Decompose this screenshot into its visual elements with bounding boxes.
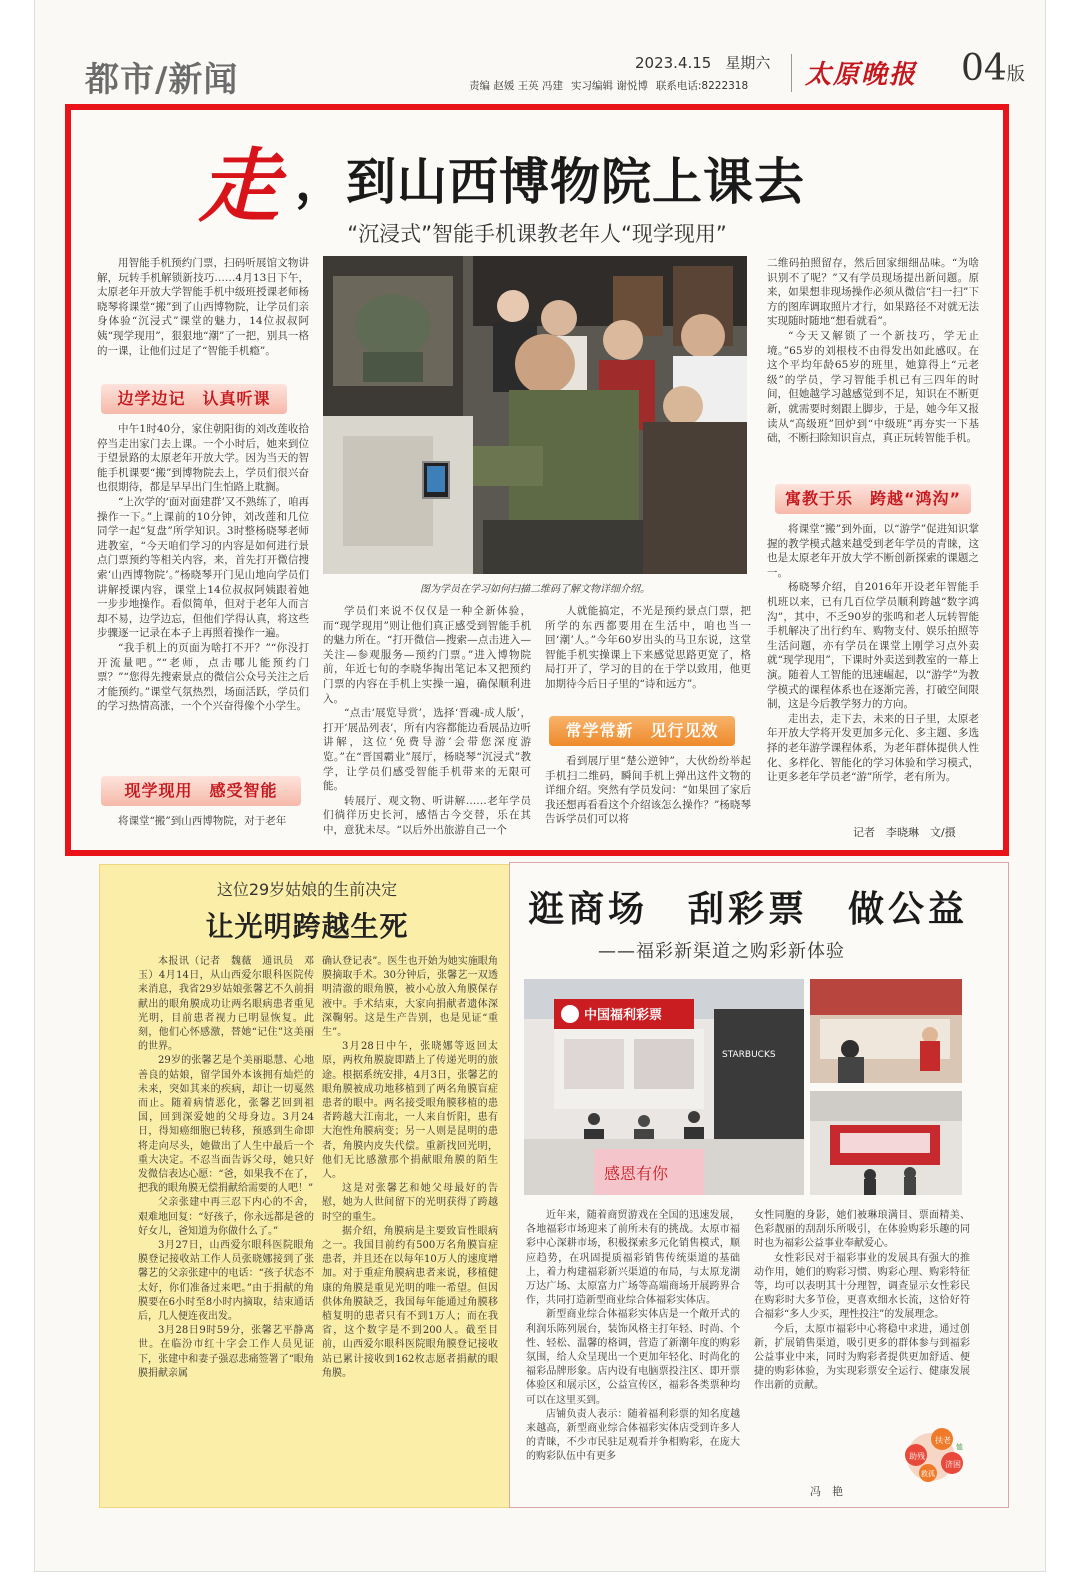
- page-number-value: 04: [961, 48, 1007, 89]
- paragraph: 新型商业综合体福彩实体店是一个敞开式的利润乐陈列展台，装饰风格主打年轻、时尚、个性、轻松、温馨的格调，营造了新潮年度的购彩氛围，给人众呈现出一个更加年轻化、时尚化的福彩品牌形象。店内设有电脑票投注区、即开票体验区和展示区，公益宣传区，福彩各类票种均可以在这里买到。: [526, 1309, 740, 1406]
- museum-photo-illustration: [323, 256, 747, 574]
- main-photo-museum: [323, 256, 747, 574]
- lottery-subtitle: ——福彩新渠道之购彩新体验: [598, 941, 845, 962]
- counter-photo-illustration: [810, 979, 962, 1083]
- cornea-col2: [322, 955, 498, 1495]
- cornea-kicker: 这位29岁姑娘的生前决定: [216, 880, 398, 899]
- paragraph: 3月28日9时59分，张馨艺平静离世。在临汾市红十字会工作人员见证下，张建中和妻子强忍悲痛签署了“眼角膜捐献亲属: [138, 1325, 314, 1379]
- subheadline: “沉浸式”智能手机课教老年人“现学现用”: [347, 222, 727, 246]
- lottery-photo-counter: [810, 979, 962, 1083]
- paragraph: 中午1时40分，家住朝阳街的刘改莲收拾停当走出家门去上课。一个小时后，她来到位于望景路的太原老年开放大学。因为当天的智能手机课要“搬”到博物院去上，学员们很兴奋也很期待，都是早早出门生怕路上耽搁。: [97, 423, 309, 494]
- store-banner: 感恩有你: [604, 1164, 669, 1183]
- headline: [199, 130, 899, 233]
- store-sign: 中国福利彩票: [584, 1008, 663, 1023]
- paragraph: 将课堂“搬”到外面，以“游学”促进知识掌握的教学模式越来越受到老年学员的青睐，这也是太原老年开放大学不断创新探索的课题之一。: [767, 523, 979, 579]
- paragraph: 3月28日中午，张晓娜等返回太原，两枚角膜旋即踏上了传递光明的旅途。根据系统安排，4月3日，张馨艺的眼角膜被成功地移植到了两名角膜盲症患者的眼中。两名接受眼角膜移植的患者跨越大江南北，一人来自忻阳，患有大泡性角膜病变；另一人则是昆明的患者，角膜内皮失代偿。重新找回光明，他们无比感激那个捐献眼角膜的陌生人。: [322, 1041, 498, 1181]
- lottery-photo-store: [524, 979, 804, 1195]
- paragraph: 人就能搞定，不光是预约景点门票，把所学的东西都要用在生活中，咱也当一回‘潮’人。”今年60岁出头的马卫东说，这堂智能手机实操课上下来感觉思路更宽了，格局打开了，学习的目的在于学以致用，他更加期待今后日子里的“诗和远方”。: [545, 605, 751, 690]
- charity-word: 扶老: [935, 1436, 951, 1445]
- section-tag-1: 边学边记 认真听课: [101, 384, 287, 414]
- paragraph: 近年来，随着商贸游戏在全国的迅速发展，各地福彩市场迎来了前所未有的挑战。太原市福彩中心深耕市场，积极探索多元化销售模式，顺应趋势，在巩固提质福彩销售传统渠道的基础上，着力构建福彩新兴渠道的布局，与太原龙湖万达广场、太原富力广场等高端商场开展跨界合作，共同打造新型商业综合体福彩实体店。: [526, 1210, 740, 1307]
- lottery-byline: 冯 艳: [810, 1485, 843, 1498]
- paragraph: 看到展厅里“楚公逆钟”，大伙纷纷举起手机扫二维码，瞬间手机上弹出这件文物的详细介绍。突然有学员发问：“如果回了家后我还想再看看这个介绍该怎么操作？”杨晓琴告诉学员们可以将: [545, 755, 751, 826]
- lottery-title: 逛商场 刮彩票 做公益: [528, 889, 969, 930]
- feature-col1-lead: [97, 256, 309, 376]
- paragraph: 店铺负责人表示：随着福利彩票的知名度越来越高，新型商业综合体福彩实体店受到许多人的青睐，不少市民驻足观看并争相购彩，在庞大的购彩队伍中有更多: [526, 1408, 740, 1463]
- charity-emblem: [894, 1421, 968, 1483]
- paragraph: 转展厅、观文物、听讲解……老年学员们徜徉历史长河，感悟古今交替，乐在其中，意犹未尽。“以后外出旅游自己一个: [323, 794, 531, 836]
- paragraph: 今后，太原市福彩中心将稳中求进，通过创新，扩展销售渠道，吸引更多的群体参与到福彩公益事业中来，同时为购彩者提供更加舒适、便捷的购彩体验，为实现彩票安全运行、健康发展作出新的贡献。: [754, 1323, 970, 1392]
- paragraph: 父亲张建中再三忍下内心的不舍，艰难地回复：“好孩子，你永远都是爸的好女儿，爸知道为你做什么了。”: [138, 1197, 314, 1237]
- date: 2023.4.15: [635, 54, 712, 72]
- paragraph: 确认登记表”。医生也开始为她实施眼角膜摘取手术。30分钟后，张馨艺一双透明清澈的眼角膜，被小心放入角膜保存液中。手术结束，大家向捐献者遗体深深鞠躬。这是生产告别，也是见证“重生”。: [322, 956, 498, 1039]
- paragraph: 二维码拍照留存，然后回家细细品味。“为啥识别不了呢？”又有学员现场提出新问题。原来，如果想非现场操作必须从微信“扫一扫”下方的图库调取照片才行，如果路径不对就无法实现随时随地“想看就看”。: [767, 257, 979, 328]
- credit-editors: 责编 赵媛 王英 冯建: [469, 80, 564, 92]
- charity-word: 救孤: [921, 1470, 935, 1478]
- charity-word: 助残: [909, 1452, 925, 1461]
- feature-col1-tail: [97, 814, 309, 834]
- shop-sign: STARBUCKS: [722, 1050, 776, 1060]
- paragraph: 3月27日，山西爱尔眼科医院眼角膜登记接收站工作人员张晓娜接到了张馨艺的父亲张建中的电话：“孩子状态不太好，你们准备过来吧。”由于捐献的角膜要在6小时至8小时内摘取，结束通话后，几人便连夜出发。: [138, 1240, 314, 1323]
- paragraph: “点击‘展览导赏’，选择‘晋魂-成人版’，打开‘展品列表’，所有内容都能边看展品边听讲解，这位‘免费导游’会带您深度游览。”在“晋国霸业”展厅，杨晓琴“沉浸式”教学，让学员们感受智能手机带来的无限可能。: [323, 707, 531, 793]
- feature-col3-body: [545, 754, 751, 844]
- feature-col4-body: [767, 522, 979, 816]
- paragraph: “我手机上的页面为啥打不开？”“你没打开流量吧。”“老师，点击哪儿能预约门票？”“您得先搜索景点的微信公众号关注之后才能预约。”课堂气氛热烈，场面活跃，学员们的学习热情高涨，一个个兴奋得像个小学生。: [97, 641, 309, 713]
- credit-phone: 联系电话:8222318: [655, 80, 749, 92]
- feature-col4: [767, 256, 979, 478]
- masthead: [85, 48, 1033, 100]
- feature-col3: [545, 604, 751, 708]
- section-tag-3: 常学常新 见行见效: [549, 716, 735, 746]
- newspaper-page: [34, 0, 1046, 1572]
- charity-logo: [894, 1421, 968, 1483]
- paragraph: 用智能手机预约门票，扫码听展馆文物讲解，玩转手机解锁新技巧……4月13日下午，太原老年开放大学智能手机中级班授课老师杨晓琴将课堂“搬”到了山西博物院，让学员们亲身体验“沉浸式”课堂的魅力，14位叔叔阿姨“现学现用”，狠狠地“潮”了一把，别具一格的一课，让他们过足了“智能手机瘾”。: [97, 257, 309, 357]
- feature-col2: [323, 604, 531, 840]
- section-tag-2: 现学现用 感受智能: [101, 776, 301, 806]
- feature-byline: 记者 李晓琳 文/摄: [853, 826, 956, 839]
- headline-text: ，到山西博物院上课去: [295, 153, 805, 211]
- lottery-col1: [526, 1209, 740, 1499]
- paragraph: 据介绍，角膜病是主要致盲性眼病之一。我国目前约有500万名角膜盲症患者，并且还在以每年10万人的速度增加。对于重症角膜病患者来说，移植健康的角膜是重见光明的唯一希望。但因供体角膜缺乏，我国每年能通过角膜移植复明的患者只有不到1万人；而在我省，这个数字是不到200人。截至目前，山西爱尔眼科医院眼角膜登记接收站已累计接收到162枚志愿者捐献的眼角膜。: [322, 1225, 498, 1379]
- headline-big-char: 走: [199, 139, 279, 233]
- lottery-article: [509, 862, 1009, 1508]
- store-photo-illustration: [524, 979, 804, 1195]
- lottery-col2: [754, 1209, 970, 1415]
- mall-photo-illustration: [810, 1091, 962, 1195]
- feature-article: [65, 104, 1009, 856]
- paragraph: “今天又解锁了一个新技巧，学无止境。”65岁的刘根枝不由得发出如此感叹。在这个平均年龄65岁的班里，她算得上“元老级”的学员，学习智能手机已有三四年的时间，但她越学习越感觉到不足，知识在不断更新，就需要时刻跟上脚步，于是，她今年又报读从“高级班”回炉到“中级班”再夯实一下基础，不断扫除知识盲点，真正玩转智能手机。: [767, 329, 979, 445]
- paragraph: “上次学的‘面对面建群’又不熟练了，咱再操作一下。”上课前的10分钟，刘改莲和几位同学一起“复盘”所学知识。3时整杨晓琴老师进教室，“今天咱们学习的内容是如何进行景点门票预约等相关内容，来，首先打开微信搜索‘山西博物院’。”杨晓琴开门见山地向学员们讲解授课内容，课堂上14位叔叔阿姨跟着她一步步地操作。看似简单，但对于老年人而言却不易，边学边忘，但他们学得认真，将这些步骤逐一记录在本子上再照着操作一遍。: [97, 495, 309, 640]
- cornea-col1: [138, 955, 314, 1495]
- paragraph: 本报讯（记者 魏薇 通讯员 邓玉）4月14日，从山西爱尔眼科医院传来消息，我省29岁姑娘张馨艺不久前捐献出的眼角膜成功让两名眼病患者重见光明，目前患者视力已明显恢复。此刻，他们心怀感激，替她“记住”这美丽的世界。: [138, 956, 314, 1053]
- charity-word: 恤: [956, 1443, 963, 1451]
- section-tag-4: 寓教于乐 跨越“鸿沟”: [775, 484, 971, 514]
- section-title: 都市/新闻: [85, 60, 239, 100]
- feature-col1-body: [97, 422, 309, 776]
- paragraph: 女性同胞的身影，她们被琳琅满目、票面精美、色彩靓丽的刮刮乐所吸引，在体验购彩乐趣的同时也为福彩公益事业奉献爱心。: [754, 1210, 970, 1250]
- paragraph: 杨晓琴介绍，自2016年开设老年智能手机班以来，已有几百位学员顺利跨越“数字鸿沟”，其中，不乏90岁的张鸣和老人玩转智能手机解决了出行约车、购物支付、娱乐拍照等生活问题，亦有学员在课堂上刚学习点外卖就“现学现用”，下课时外卖送到教室的一幕上演。随着人工智能的迅速崛起，以“游学”为教学模式的课程体系也在逐渐完善，打破空间限制，这是今后教学努力的方向。: [767, 581, 979, 711]
- issue-date: [635, 52, 784, 73]
- paragraph: 将课堂“搬”到山西博物院，对于老年: [118, 815, 287, 827]
- cornea-title: 让光明跨越生死: [205, 910, 409, 943]
- cornea-donation-article: [99, 864, 513, 1508]
- editor-credits: [469, 78, 756, 93]
- paragraph: 学员们来说不仅仅是一种全新体验，而“现学现用”则让他们真正感受到智能手机的魅力所在。“打开微信—搜索—点击进入—关注—参观服务—预约门票。”进入博物院前，年近七旬的李晓华掏出笔记本又把预约门票的内容在手机上实操一遍，确保顺利进入。: [323, 605, 531, 705]
- credit-intern: 实习编辑 谢悦博: [571, 80, 648, 92]
- paragraph: 29岁的张馨艺是个美丽聪慧、心地善良的姑娘，留学国外本该拥有灿烂的未来，突如其来的疾病，却让一切戛然而止。随着病情恶化，张馨艺回到祖国，回到深爱她的父母身边。3月24日，得知癌细胞已转移，预感到生命即将走向尽头，她做出了人生中最后一个重大决定。不忍当面告诉父母，她只好发微信表达心愿：“爸，如果我不在了，把我的眼角膜无偿捐献给需要的人吧！”: [138, 1055, 314, 1195]
- paragraph: 这是对张馨艺和她父母最好的告慰，她为人世间留下的光明获得了跨越时空的重生。: [322, 1183, 498, 1223]
- page-number-suffix: 版: [1006, 64, 1025, 85]
- weekday: 星期六: [725, 54, 771, 72]
- page-number: [961, 48, 1025, 89]
- masthead-divider: [791, 54, 792, 92]
- photo-caption: 图为学员在学习如何扫描二维码了解文物详细介绍。: [420, 584, 650, 595]
- lottery-photo-mall: [810, 1091, 962, 1195]
- charity-word: 济困: [945, 1460, 961, 1469]
- newspaper-logo: 太原晚报: [805, 60, 918, 90]
- paragraph: 走出去，走下去，未来的日子里，太原老年开放大学将开发更加多元化、多主题、多选择的老年游学课程体系，为老年群体提供人性化、多样化、智能化的学习体验和学习模式，让更多老年学员老“游”所学，老有所为。: [767, 712, 979, 784]
- paragraph: 女性彩民对于福彩事业的发展具有强大的推动作用，她们的购彩习惯、购彩心理、购彩特征等，均可以表明其十分理智，调查显示女性彩民在购彩时大多节俭，更喜欢细水长流，这恰好符合福彩“多人少买，理性投注”的发展理念。: [754, 1252, 970, 1321]
